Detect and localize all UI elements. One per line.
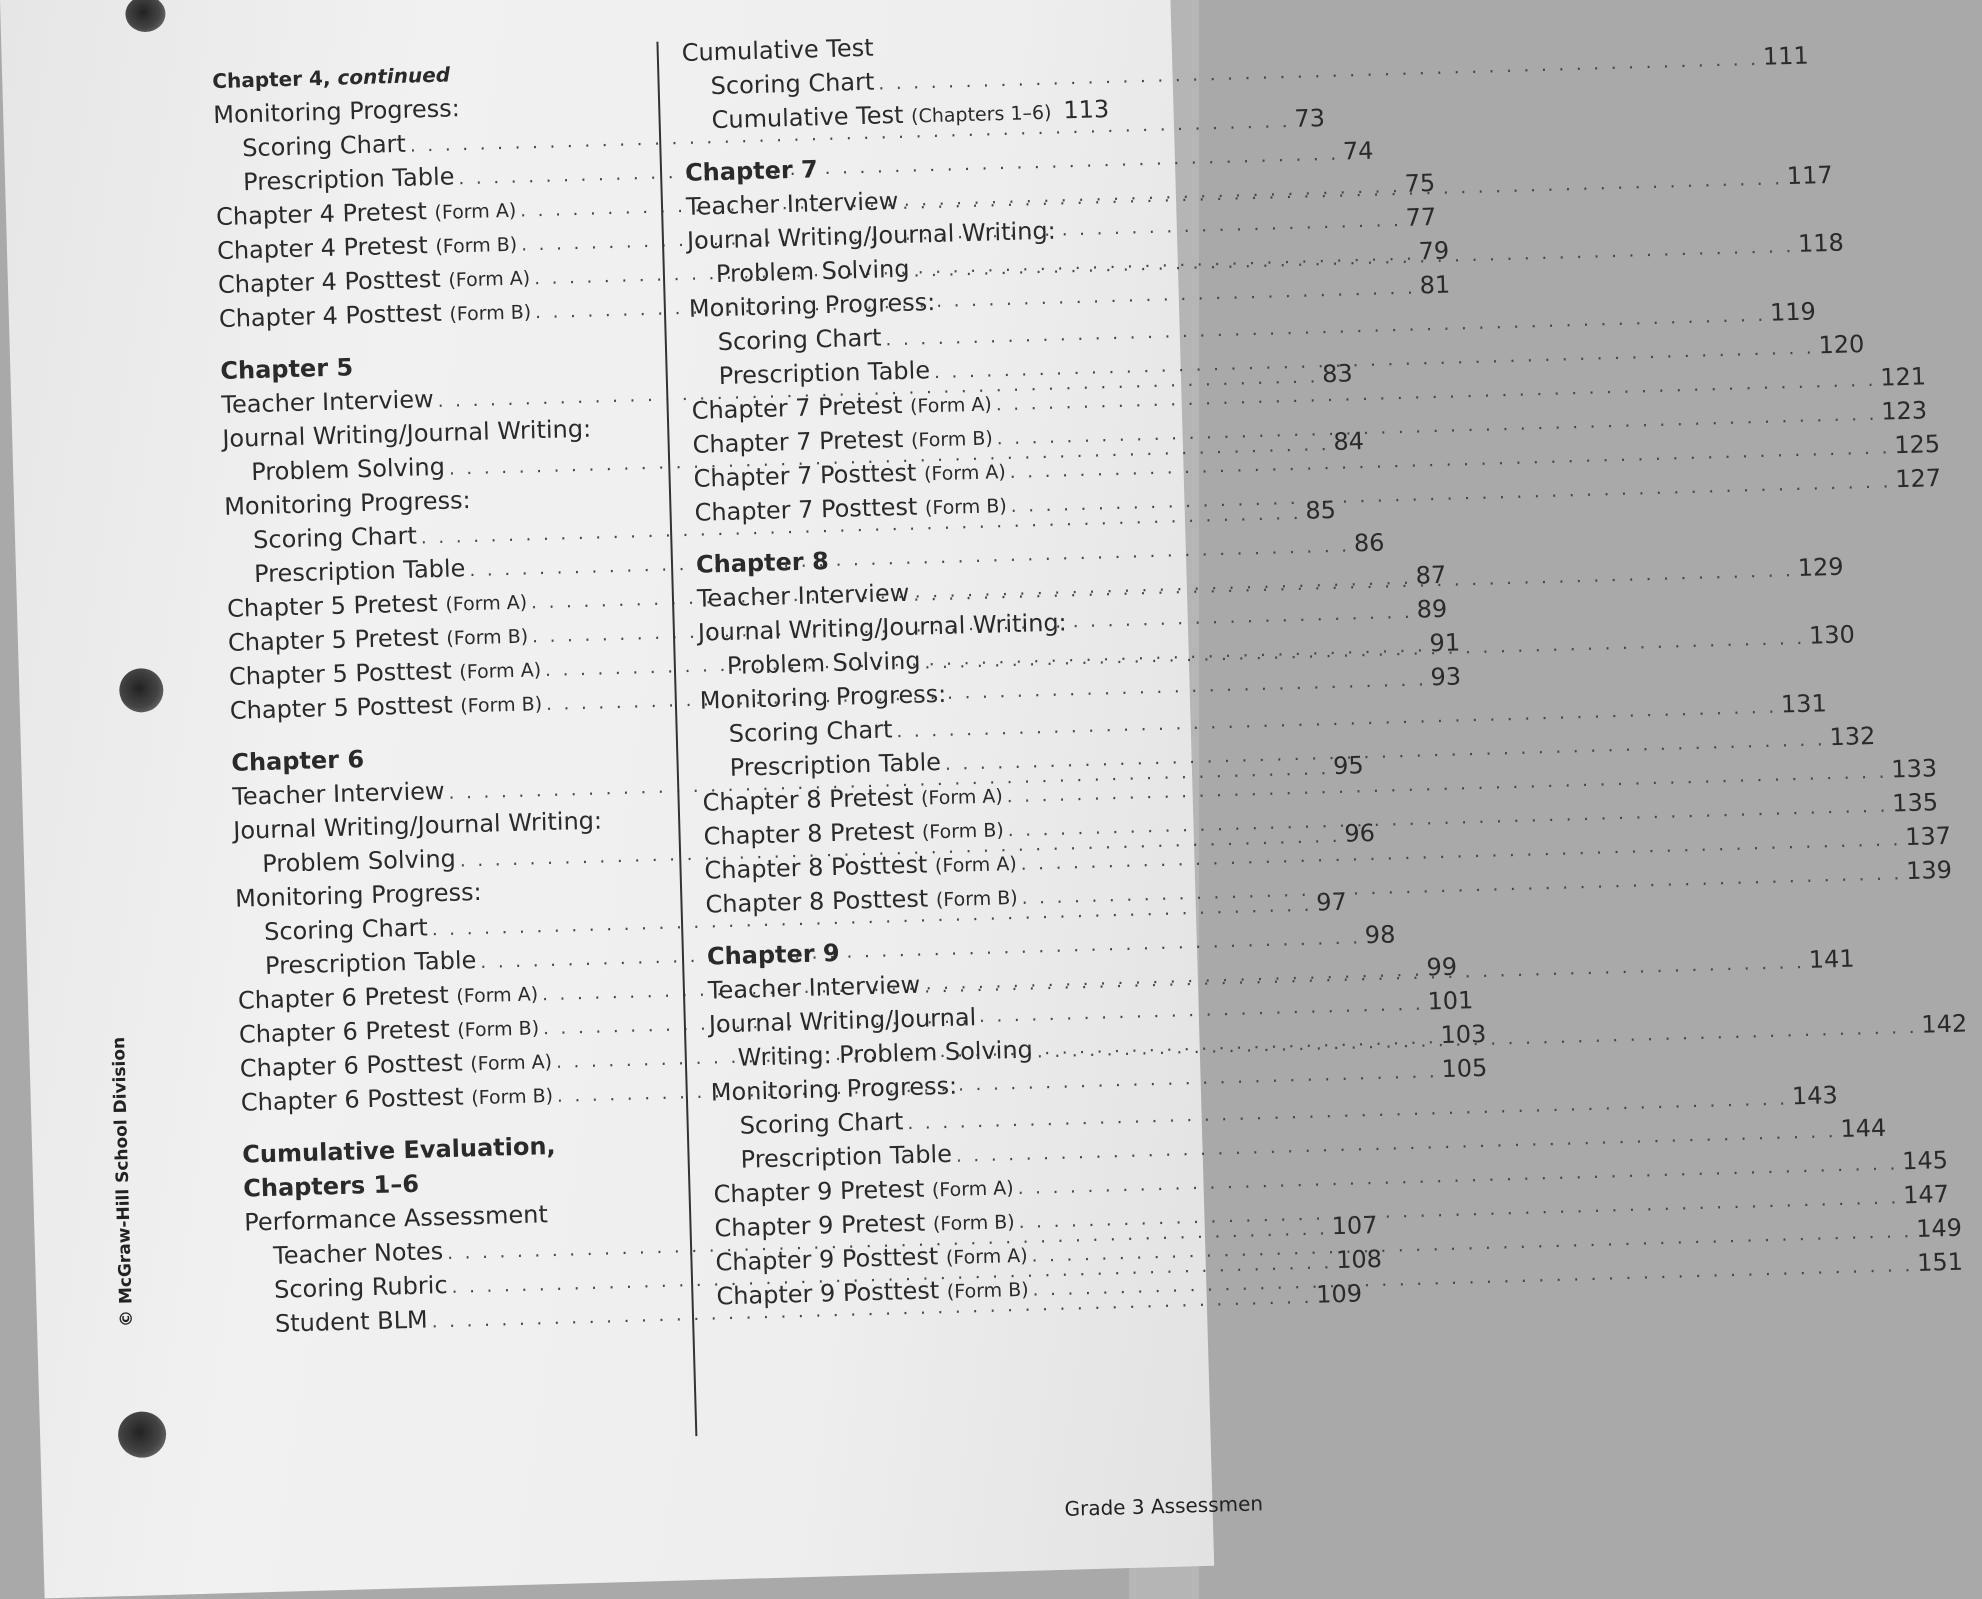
toc-entry-label: Teacher Interview — [707, 970, 921, 1005]
toc-entry-label: Chapter 9 Pretest (Form A) — [713, 1174, 1014, 1209]
toc-entry-form-tag: (Form A) — [934, 852, 1017, 878]
toc-entry-page-number: 147 — [1902, 1180, 1950, 1210]
toc-entry-label: Chapter 7 Posttest (Form A) — [693, 458, 1007, 493]
toc-entry-page-number: 79 — [1418, 236, 1450, 266]
toc-entry-form-tag: (Form A) — [434, 199, 517, 224]
group-heading-label: Monitoring Progress: — [688, 288, 936, 323]
toc-entry-label: Chapter 8 Posttest (Form A) — [704, 850, 1017, 885]
toc-entry-label: Chapter 6 Pretest (Form A) — [237, 980, 539, 1015]
heading-italic: continued — [337, 62, 451, 90]
toc-entry-page-number: 149 — [1915, 1213, 1963, 1243]
toc-entry-form-tag: (Form B) — [910, 427, 994, 452]
toc-entry-label: Scoring Chart — [728, 715, 893, 748]
toc-entry-form-tag: (Form B) — [470, 1084, 554, 1110]
toc-entry-form-tag: (Chapters 1–6) — [910, 101, 1052, 128]
toc-entry-label: Teacher Interview — [231, 776, 445, 811]
toc-entry-label: Chapter 5 Posttest (Form A) — [228, 656, 542, 691]
toc-entry-page-number: 142 — [1920, 1009, 1968, 1039]
toc-entry-label: Chapter 6 Posttest (Form B) — [240, 1082, 554, 1117]
toc-entry-page-number: 89 — [1416, 594, 1448, 624]
toc-entry-label: Scoring Chart — [739, 1107, 904, 1140]
toc-entry-form-tag: (Form A) — [920, 785, 1004, 810]
toc-entry-form-tag: (Form A) — [448, 267, 531, 292]
toc-entry-form-tag: (Form A) — [931, 1177, 1014, 1202]
toc-entry-form-tag: (Form B) — [935, 886, 1018, 912]
toc-entry-form-tag: (Form B) — [932, 1211, 1015, 1236]
toc-entry-label: Chapter 7 Posttest (Form B) — [694, 492, 1008, 527]
toc-entry-page-number: 95 — [1332, 751, 1365, 781]
toc-entry-form-tag: (Form B) — [457, 1017, 540, 1042]
toc-entry-label: Chapter 7 Pretest (Form A) — [691, 390, 993, 425]
toc-entry-label: Chapter 8 Pretest (Form A) — [702, 782, 1004, 817]
section-heading-label: Chapter 6 — [230, 745, 365, 777]
toc-entry-page-number: 121 — [1879, 362, 1927, 392]
toc-entry-page-number: 130 — [1808, 620, 1856, 650]
toc-entry-label: Chapter 9 Posttest (Form A) — [715, 1242, 1028, 1277]
toc-entry-page-number: 137 — [1904, 821, 1952, 852]
toc-entry-page-number: 97 — [1315, 887, 1348, 917]
section-heading-label: Chapter 9 — [706, 938, 841, 971]
group-heading-label: Monitoring Progress: — [710, 1071, 958, 1107]
toc-entry-page-number: 85 — [1304, 495, 1337, 525]
toc-entry-page-number: 75 — [1404, 169, 1436, 198]
toc-entry-page-number: 103 — [1440, 1019, 1487, 1050]
toc-entry-label: Cumulative Test (Chapters 1–6) — [711, 100, 1052, 135]
section-heading-label: Chapter 5 — [220, 353, 354, 385]
toc-entry-label: Chapter 8 Pretest (Form B) — [703, 816, 1005, 851]
group-heading-label: Performance Assessment — [243, 1200, 549, 1237]
toc-entry-label: Scoring Chart — [252, 521, 418, 555]
toc-entry-page-number: 139 — [1905, 855, 1953, 886]
toc-entry-page-number: 83 — [1321, 359, 1354, 389]
toc-entry-page-number: 129 — [1797, 552, 1844, 583]
toc-entry-page-number: 127 — [1894, 463, 1942, 494]
toc-entry-label: Chapter 9 Pretest (Form B) — [714, 1208, 1015, 1243]
toc-entry-page-number: 74 — [1342, 136, 1374, 166]
group-heading-label: Journal Writing/Journal Writing: — [221, 414, 592, 453]
toc-entry-label: Student BLM — [274, 1305, 429, 1338]
toc-entry-form-tag: (Form B) — [924, 495, 1008, 520]
toc-entry-label: Problem Solving — [726, 646, 921, 680]
toc-entry-label: Teacher Interview — [221, 385, 435, 419]
toc-entry-page-number: 132 — [1829, 721, 1876, 752]
toc-entry-label: Chapter 5 Posttest (Form B) — [229, 690, 543, 725]
group-heading-label: Monitoring Progress: — [699, 679, 947, 715]
page-footer: Grade 3 Assessmen — [1064, 1491, 1264, 1521]
group-heading-label: Journal Writing/Journal Writing: — [697, 608, 1068, 647]
toc-entry-page-number: 143 — [1791, 1081, 1839, 1111]
punch-hole-bottom — [117, 1411, 166, 1458]
toc-entry-label: Scoring Rubric — [273, 1271, 448, 1304]
toc-entry-page-number: 107 — [1331, 1211, 1378, 1241]
toc-entry-label: Writing: Problem Solving — [737, 1035, 1034, 1072]
toc-entry-page-number: 87 — [1415, 560, 1447, 590]
section-heading-label: Chapter 8 — [695, 547, 830, 579]
toc-entry-page-number: 141 — [1808, 944, 1855, 974]
toc-entry-page-number: 119 — [1769, 297, 1817, 327]
toc-entry-label: Chapter 4 Posttest (Form A) — [217, 264, 531, 300]
group-heading-label: Journal Writing/Journal Writing: — [232, 806, 603, 845]
toc-entry-label: Prescription Table — [718, 356, 931, 391]
toc-entry-page-number: 123 — [1880, 396, 1928, 426]
toc-entry-label: Scoring Chart — [710, 67, 875, 101]
toc-entry-label: Prescription Table — [242, 162, 455, 197]
toc-entry-label: Prescription Table — [729, 748, 942, 782]
toc-entry-page-number: 117 — [1786, 160, 1834, 191]
toc-entry-page-number: 77 — [1405, 202, 1437, 232]
toc-entry-page-number: 96 — [1343, 818, 1376, 848]
toc-entry-form-tag: (Form A) — [445, 591, 528, 616]
toc-entry-label: Chapter 4 Pretest (Form A) — [215, 197, 517, 232]
toc-entry-page-number: 145 — [1901, 1146, 1949, 1176]
toc-entry-page-number: 73 — [1294, 104, 1326, 133]
group-heading-label: Monitoring Progress: — [212, 94, 461, 130]
toc-entry-page-number: 135 — [1891, 788, 1939, 818]
toc-entry-label: Chapter 5 Pretest (Form B) — [227, 623, 529, 657]
heading-label: Chapter 4, — [212, 65, 338, 94]
toc-entry-label: Chapter 8 Posttest (Form B) — [705, 884, 1018, 919]
toc-entry-form-tag: (Form A) — [456, 983, 539, 1008]
section-heading-label: Chapter 7 — [684, 155, 819, 187]
group-heading-label: Monitoring Progress: — [234, 877, 482, 913]
toc-entry-page-number: 84 — [1333, 427, 1365, 456]
toc-entry-label: Prescription Table — [253, 554, 466, 589]
toc-entry-label: Problem Solving — [261, 844, 457, 879]
toc-entry-page-number: 118 — [1797, 228, 1845, 258]
copyright-credit: © McGraw-Hill School Division — [109, 1036, 138, 1328]
toc-entry-label: Chapter 7 Pretest (Form B) — [692, 424, 994, 459]
toc-entry-label: Chapter 6 Posttest (Form A) — [239, 1048, 553, 1083]
group-heading-label: Cumulative Test — [681, 33, 874, 67]
toc-entry-label: Prescription Table — [264, 946, 477, 980]
toc-entry-page-number: 98 — [1364, 920, 1396, 950]
toc-entry-page-number: 108 — [1335, 1244, 1383, 1275]
toc-entry-form-tag: (Form B) — [449, 301, 532, 326]
toc-entry-label: Teacher Notes — [272, 1237, 444, 1270]
toc-entry-label: Chapter 4 Pretest (Form B) — [216, 231, 518, 266]
toc-entry-page-number: 133 — [1890, 754, 1938, 784]
toc-entry-page-number: 111 — [1762, 41, 1810, 71]
toc-entry-page-number: 81 — [1419, 270, 1451, 300]
toc-entry-page-number: 151 — [1916, 1247, 1964, 1277]
toc-entry-page-number: 99 — [1426, 952, 1458, 982]
toc-entry-page-number: 113 — [1063, 95, 1110, 125]
toc-entry-page-number: 125 — [1893, 430, 1941, 460]
toc-entry-page-number: 101 — [1427, 986, 1474, 1016]
toc-entry-label: Problem Solving — [250, 452, 446, 487]
toc-entry-label: Scoring Chart — [263, 913, 429, 946]
toc-entry-label: Scoring Chart — [241, 129, 407, 163]
toc-entry-form-tag: (Form B) — [435, 233, 518, 258]
section-heading-label: Chapters 1–6 — [242, 1169, 420, 1203]
toc-entry-page-number: 109 — [1315, 1279, 1363, 1309]
toc-entry-page-number: 144 — [1840, 1113, 1887, 1144]
toc-entry-label: Chapter 5 Pretest (Form A) — [226, 589, 528, 623]
toc-entry-label: Teacher Interview — [685, 187, 899, 221]
toc-entry-form-tag: (Form A) — [470, 1051, 553, 1076]
toc-entry-label: Problem Solving — [715, 254, 910, 289]
toc-entry-label: Teacher Interview — [696, 578, 910, 613]
toc-entry-form-tag: (Form B) — [946, 1278, 1029, 1304]
toc-entry-form-tag: (Form A) — [923, 461, 1007, 486]
toc-entry-label: Chapter 4 Posttest (Form B) — [218, 298, 532, 334]
section-heading-label: Cumulative Evaluation, — [241, 1131, 556, 1169]
toc-entry-label: Scoring Chart — [717, 323, 882, 357]
group-heading-label: Journal Writing/Journal Writing: — [686, 216, 1057, 255]
toc-entry-form-tag: (Form B) — [921, 819, 1005, 844]
toc-entry-form-tag: (Form B) — [460, 693, 543, 718]
toc-entry-label: Prescription Table — [740, 1139, 953, 1174]
toc-entry-page-number: 91 — [1429, 628, 1461, 658]
group-heading-label: Monitoring Progress: — [223, 486, 472, 521]
toc-entry-page-number: 105 — [1441, 1053, 1488, 1084]
toc-entry-form-tag: (Form A) — [909, 393, 993, 418]
punch-hole-top — [125, 0, 166, 32]
toc-entry-form-tag: (Form A) — [459, 659, 542, 684]
toc-entry-page-number: 93 — [1430, 662, 1462, 692]
toc-entry-form-tag: (Form A) — [945, 1244, 1028, 1270]
toc-entry-label: Chapter 6 Pretest (Form B) — [238, 1014, 540, 1049]
toc-entry-page-number: 86 — [1353, 528, 1385, 558]
toc-entry-label: Chapter 9 Posttest (Form B) — [716, 1276, 1029, 1311]
toc-entry-page-number: 120 — [1818, 330, 1865, 360]
punch-hole-middle — [119, 668, 164, 713]
toc-entry-form-tag: (Form B) — [446, 625, 529, 650]
group-heading-label: Journal Writing/Journal — [708, 1003, 977, 1039]
toc-entry-page-number: 131 — [1780, 689, 1828, 719]
